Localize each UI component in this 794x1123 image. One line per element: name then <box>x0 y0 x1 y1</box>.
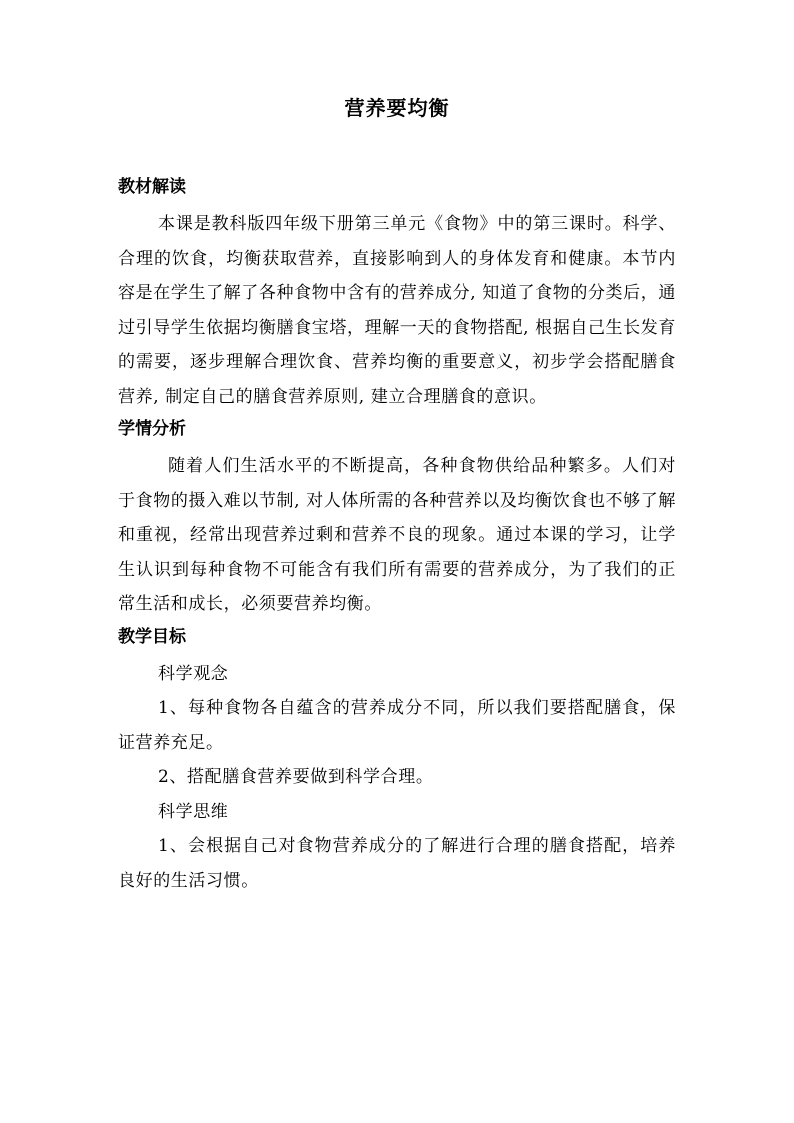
section-textbook-interpretation <box>118 176 676 414</box>
section-student-analysis <box>118 418 676 622</box>
section-heading: 教材解读 <box>118 177 186 197</box>
section-teaching-objectives <box>118 626 676 899</box>
list-item: 1、每种食物各自蕴含的营养成分不同，所以我们要搭配膳食，保证营养充足。 <box>118 698 676 753</box>
subsection-label: 科学观念 <box>158 663 229 684</box>
list-item: 2、搭配膳食营养要做到科学合理。 <box>158 767 434 787</box>
page-title: 营养要均衡 <box>344 96 450 120</box>
section-heading: 学情分析 <box>118 419 186 439</box>
section-heading: 教学目标 <box>118 626 186 647</box>
list-item: 1、会根据自己对食物营养成分的了解进行合理的膳食搭配，培养良好的生活习惯。 <box>118 836 676 891</box>
subsection-label: 科学思维 <box>158 801 229 822</box>
paragraph: 随着人们生活水平的不断提高，各种食物供给品种繁多。人们对于食物的摄入难以节制, 对人体所需的各种营养以及均衡饮食也不够了解和重视，经常出现营养过剩和营养不良的现象。通过本课的学习，让学生认识到每种食物不可能含有我们所有需要的营养成分，为了我们的正常生活和成长，必须要营养均衡。 <box>118 456 676 614</box>
paragraph: 本课是教科版四年级下册第三单元《食物》中的第三课时。科学、合理的饮食，均衡获取营养，直接影响到人的身体发育和健康。本节内容是在学生了解了各种食物中含有的营养成分, 知道了食物的分类后，通过引导学生依据均衡膳食宝塔，理解一天的食物搭配, 根据自己生长发育的需要，逐步理解合理饮食、营养均衡的重要意义，初步学会搭配膳食营养, 制定自己的膳食营养原则, 建立合理膳食的意识。 <box>118 214 676 407</box>
